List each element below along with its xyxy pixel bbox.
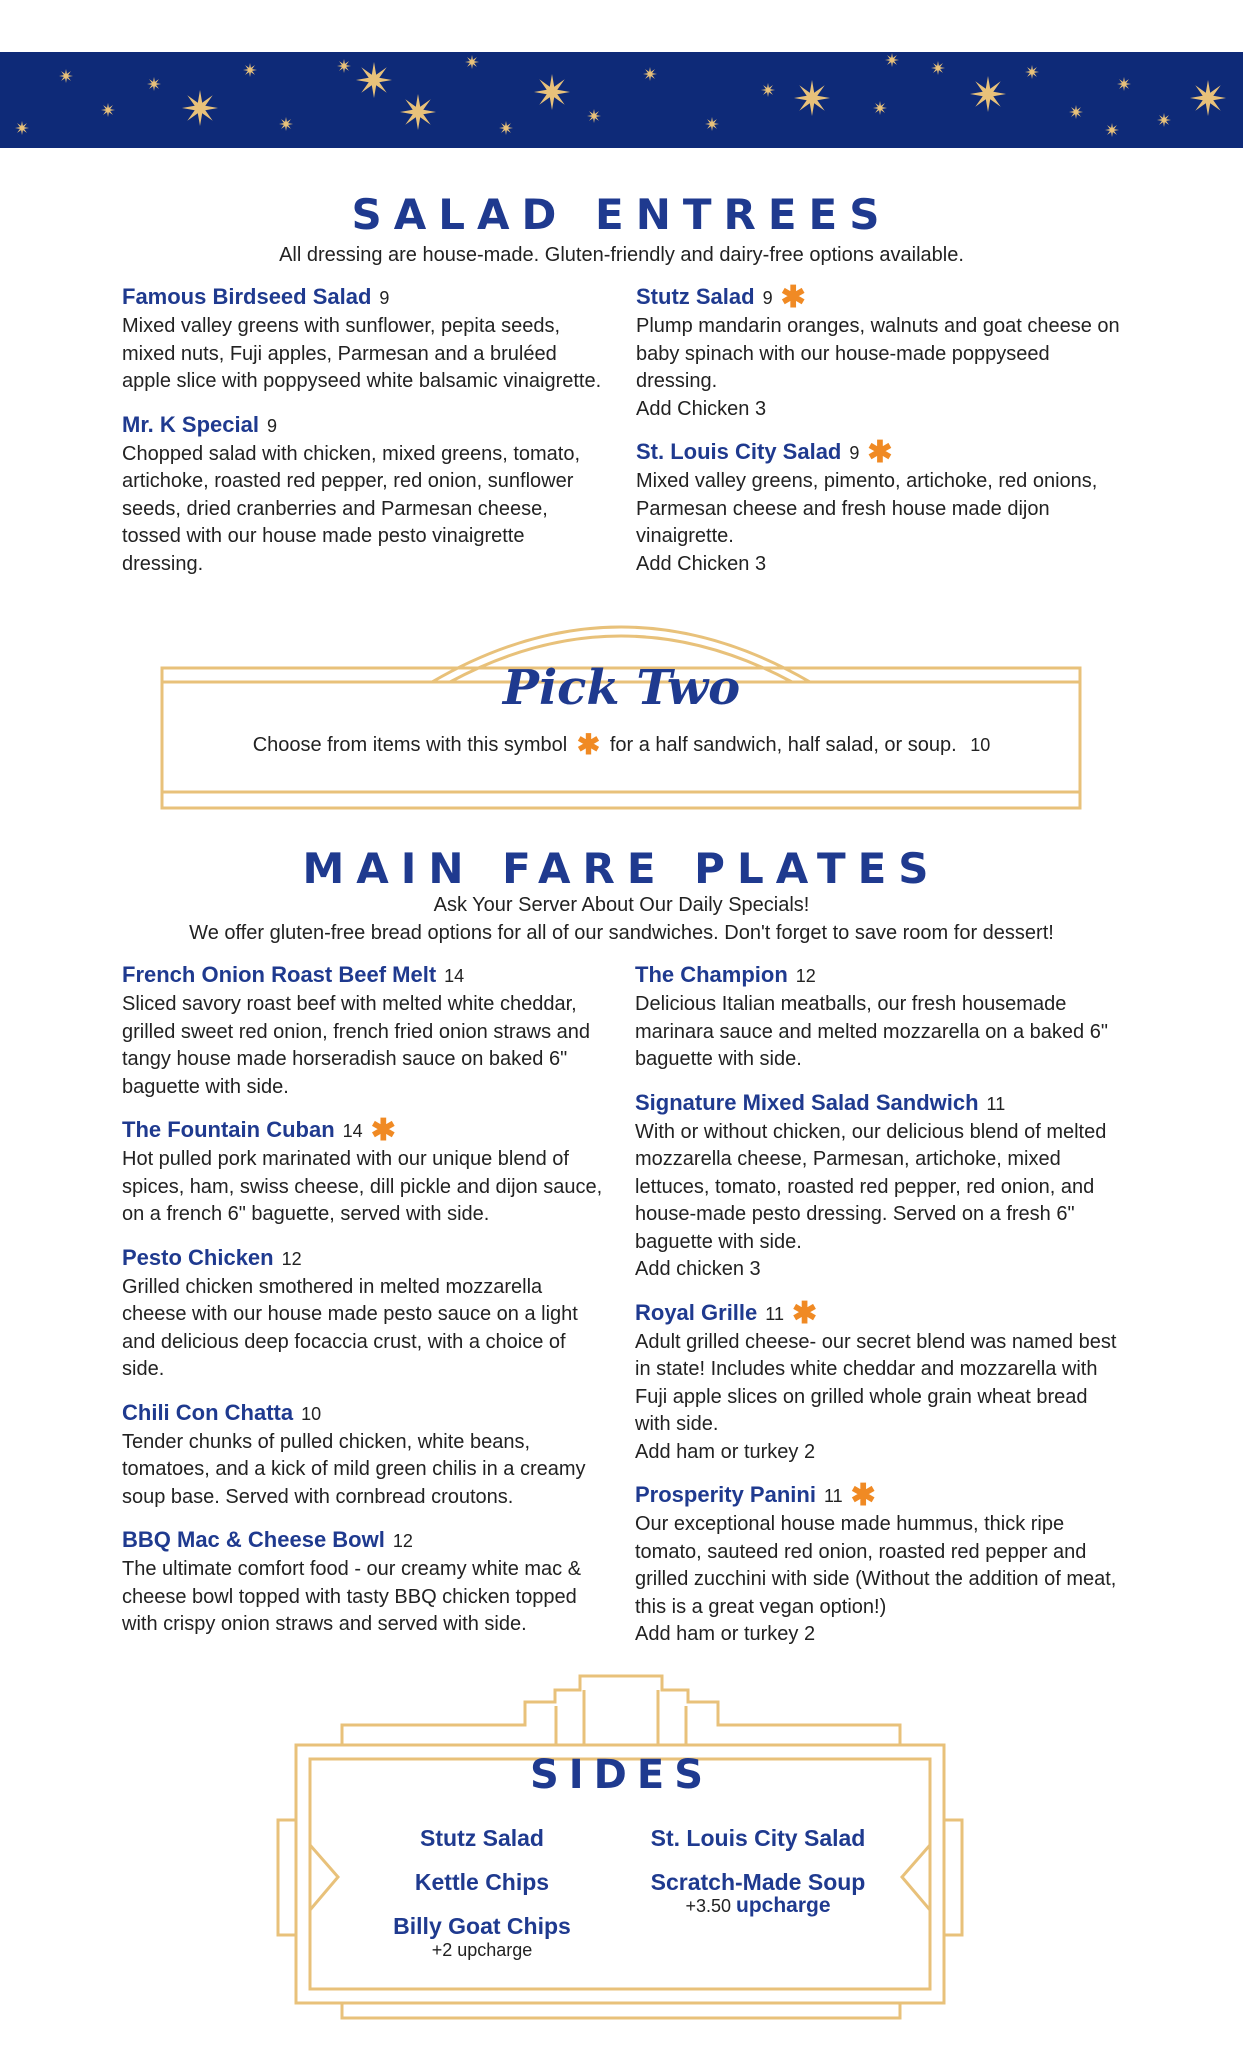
- menu-item-description: Mixed valley greens, pimento, artichoke, red onions, Parmesan cheese and fresh house made dijon vinaigrette.: [636, 470, 1098, 547]
- menu-item-price: 11: [823, 1486, 843, 1506]
- menu-item-addon: Add ham or turkey 2: [635, 1440, 816, 1463]
- main-subtitle-specials: Ask Your Server About Our Daily Specials!: [433, 894, 810, 916]
- menu-item-price: 12: [392, 1531, 413, 1551]
- menu-item-name: Prosperity Panini: [635, 1482, 816, 1507]
- menu-item-addon: Add Chicken 3: [636, 552, 767, 575]
- menu-item-name: French Onion Roast Beef Melt: [122, 962, 437, 987]
- asterisk-icon: ✱: [867, 436, 893, 469]
- menu-item-description: Sliced savory roast beef with melted white cheddar, grilled sweet red onion, french fried onion straws and tangy house made horseradish sauce on baked 6" baguette with side.: [122, 993, 591, 1098]
- menu-item-name: BBQ Mac & Cheese Bowl: [122, 1527, 385, 1552]
- pick-two-text-before: Choose from items with this symbol: [252, 734, 568, 756]
- menu-item-description: Our exceptional house made hummus, thick ripe tomato, sauteed red onion, roasted red pepper and grilled zucchini with side (Without the addition of meat, this is a great vegan option!): [635, 1513, 1117, 1618]
- menu-item-description: Grilled chicken smothered in melted mozzarella cheese with our house made pesto sauce on a light and delicious deep focaccia crust, with a choice of side.: [122, 1275, 578, 1380]
- menu-item-name: Mr. K Special: [122, 411, 259, 437]
- sides-section-title: SIDES: [529, 1752, 714, 1798]
- menu-item-name: Famous Birdseed Salad: [122, 284, 372, 309]
- menu-item-name: Chili Con Chatta: [122, 1399, 294, 1425]
- menu-item-description: Mixed valley greens with sunflower, pepita seeds, mixed nuts, Fuji apples, Parmesan and a bruléed apple slice with poppyseed white balsamic vinaigrette.: [122, 315, 602, 392]
- menu-item-description: Chopped salad with chicken, mixed greens, tomato, artichoke, roasted red pepper, red onion, sunflower seeds, dried cranberries and Parmesan cheese, tossed with our house made pesto vinaigrette dressing.: [122, 442, 581, 575]
- menu-item-description: Plump mandarin oranges, walnuts and goat cheese on baby spinach with our house-made poppyseed dressing.: [636, 315, 1120, 392]
- asterisk-icon: ✱: [791, 1296, 818, 1330]
- menu-item-price: 11: [765, 1303, 784, 1324]
- menu-item-name: St. Louis City Salad: [636, 439, 842, 464]
- side-item-name: Billy Goat Chips: [393, 1913, 571, 1939]
- side-item: [598, 1868, 918, 1916]
- side-item-upcharge-word: upcharge: [736, 1894, 831, 1917]
- menu-item-price: 12: [795, 966, 816, 986]
- asterisk-icon: ✱: [370, 1114, 396, 1147]
- menu-item-description: With or without chicken, our delicious blend of melted mozzarella cheese, Parmesan, artichoke, mixed lettuces, tomato, roasted red pepper, red onion, and house-made pesto dressing. Served on a fresh 6" baguette with side.: [635, 1120, 1107, 1253]
- menu-item-addon: Add Chicken 3: [636, 397, 767, 420]
- side-item: [598, 1824, 918, 1852]
- side-item-name: Stutz Salad: [420, 1825, 544, 1851]
- menu-item-price: 9: [379, 288, 390, 308]
- side-item-note: +2 upcharge: [431, 1940, 533, 1960]
- side-item: [322, 1824, 642, 1852]
- menu-item-description: Adult grilled cheese- our secret blend was named best in state! Includes white cheddar and mozzarella with Fuji apple slices on grilled whole grain wheat bread with side.: [635, 1330, 1117, 1435]
- menu-item-description: Hot pulled pork marinated with our unique blend of spices, ham, swiss cheese, dill pickle and dijon sauce, on a french 6" baguette, served with side.: [122, 1148, 603, 1225]
- side-item: [322, 1912, 642, 1960]
- sides-right-column: [598, 1824, 918, 1932]
- menu-item-description: Tender chunks of pulled chicken, white beans, tomatoes, and a kick of mild green chilis in a creamy soup base. Served with cornbread croutons.: [122, 1430, 586, 1508]
- menu-item-name: The Fountain Cuban: [122, 1117, 335, 1142]
- menu-item-name: Signature Mixed Salad Sandwich: [635, 1089, 979, 1115]
- menu-item-price: 9: [762, 288, 773, 308]
- menu-item-price: 9: [849, 443, 860, 463]
- menu-item-price: 14: [444, 966, 465, 986]
- menu-item-price: 12: [281, 1248, 302, 1269]
- menu-item-name: Pesto Chicken: [122, 1244, 274, 1270]
- side-item: [322, 1868, 642, 1896]
- menu-item-addon: Add chicken 3: [635, 1258, 761, 1280]
- pick-two-text-after: for a half sandwich, half salad, or soup.: [609, 734, 957, 756]
- menu-item-name: Stutz Salad: [636, 284, 755, 309]
- asterisk-icon: ✱: [850, 1479, 876, 1512]
- side-item-upcharge-price: +3.50: [685, 1896, 731, 1916]
- menu-item-name: The Champion: [635, 962, 788, 987]
- asterisk-icon: ✱: [780, 281, 806, 314]
- menu-item-description: The ultimate comfort food - our creamy white mac & cheese bowl topped with tasty BBQ chicken topped with crispy onion straws and served with side.: [122, 1558, 582, 1635]
- side-item-name: Kettle Chips: [414, 1869, 550, 1895]
- side-item-name: Scratch-Made Soup: [650, 1869, 866, 1895]
- pick-two-price: 10: [970, 735, 991, 755]
- menu-item-name: Royal Grille: [635, 1299, 758, 1325]
- menu-item-price: 11: [986, 1093, 1006, 1114]
- sides-left-column: [322, 1824, 642, 1976]
- side-item-name: St. Louis City Salad: [650, 1825, 866, 1851]
- salad-section-title: SALAD ENTREES: [351, 190, 892, 239]
- menu-item-description: Delicious Italian meatballs, our fresh housemade marinara sauce and melted mozzarella on a baked 6" baguette with side.: [635, 993, 1108, 1070]
- menu-item-addon: Add ham or turkey 2: [635, 1623, 816, 1645]
- salad-subtitle: All dressing are house-made. Gluten-friendly and dairy-free options available.: [279, 244, 964, 266]
- menu-item-price: 9: [266, 415, 277, 436]
- main-subtitle-gluten: We offer gluten-free bread options for all of our sandwiches. Don't forget to save room for dessert!: [189, 922, 1054, 944]
- pick-two-title: Pick Two: [502, 660, 741, 716]
- side-item-note: [598, 1896, 918, 1916]
- main-section-title: MAIN FARE PLATES: [302, 844, 941, 893]
- asterisk-icon: ✱: [576, 729, 601, 760]
- menu-item-price: 14: [342, 1121, 363, 1141]
- menu-item-price: 10: [301, 1403, 322, 1424]
